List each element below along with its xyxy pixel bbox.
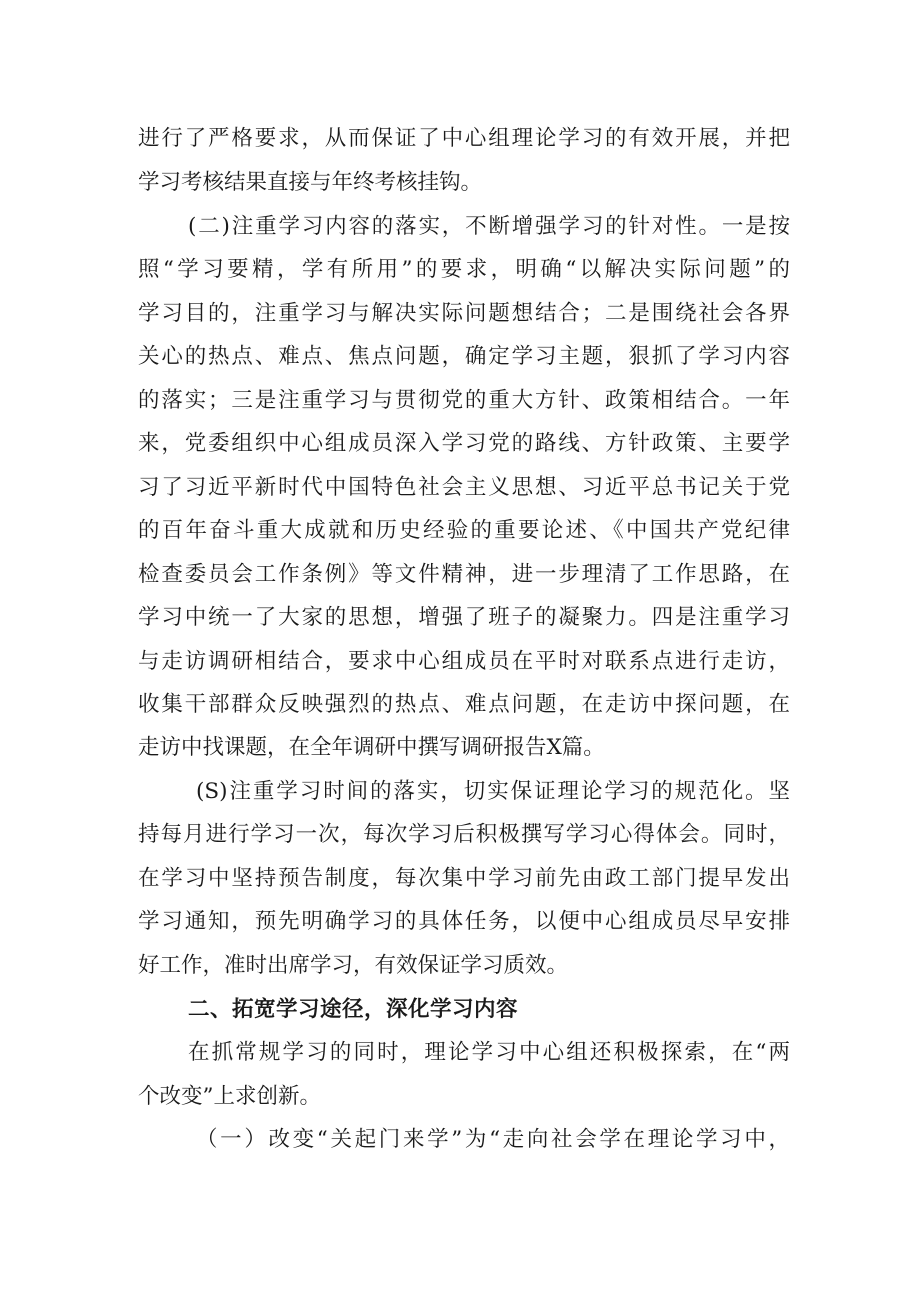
text-line: 学习考核结果直接与年终考核挂钩。 [138, 170, 483, 195]
text-line: 与走访调研相结合，要求中心组成员在平时对联系点进行走访， [138, 649, 790, 674]
text-line: 习了习近平新时代中国特色社会主义思想、习近平总书记关于党 [138, 475, 790, 500]
text-line: 进行了严格要求，从而保证了中心组理论学习的有效开展，并把 [138, 126, 790, 151]
text-line: 的落实；三是注重学习与贯彻党的重大方针、政策相结合。一年 [138, 388, 790, 413]
text-line: 收集干部群众反映强烈的热点、难点问题，在走访中探问题，在 [138, 692, 790, 717]
text-line: 好工作，准时出席学习，有效保证学习质效。 [138, 953, 569, 978]
text-line: 学习中统一了大家的思想，增强了班子的凝聚力。四是注重学习 [138, 605, 790, 630]
text-line: 检查委员会工作条例》等文件精神，进一步理清了工作思路，在 [138, 562, 790, 587]
section-heading: 二、拓宽学习途径，深化学习内容 [188, 997, 519, 1022]
paragraph-start-line: （一）改变“关起门来学”为“走向社会学在理论学习中， [196, 1127, 790, 1152]
text-line: 照“学习要精，学有所用”的要求，明确“以解决实际问题”的 [138, 257, 790, 282]
text-line: 学习目的，注重学习与解决实际问题想结合；二是围绕社会各界 [138, 301, 790, 326]
text-line: 的百年奋斗重大成就和历史经验的重要论述、《中国共产党纪律 [138, 518, 790, 543]
text-line: 走访中找课题，在全年调研中撰写调研报告X篇。 [138, 735, 605, 760]
text-line: 学习通知，预先明确学习的具体任务，以便中心组成员尽早安排 [138, 909, 790, 934]
text-line: 持每月进行学习一次，每次学习后积极撰写学习心得体会。同时， [138, 822, 790, 847]
text-line: 在学习中坚持预告制度，每次集中学习前先由政工部门提早发出 [138, 866, 790, 891]
paragraph-start-line: 在抓常规学习的同时，理论学习中心组还积极探索，在“两 [188, 1040, 790, 1065]
text-line: 来，党委组织中心组成员深入学习党的路线、方针政策、主要学 [138, 431, 790, 456]
text-line: 个改变”上求创新。 [138, 1084, 321, 1109]
paragraph-start-line: (S)注重学习时间的落实，切实保证理论学习的规范化。坚 [196, 779, 790, 804]
text-line: 关心的热点、难点、焦点问题，确定学习主题，狠抓了学习内容 [138, 344, 790, 369]
paragraph-start-line: (二)注重学习内容的落实，不断增强学习的针对性。一是按 [188, 214, 790, 239]
